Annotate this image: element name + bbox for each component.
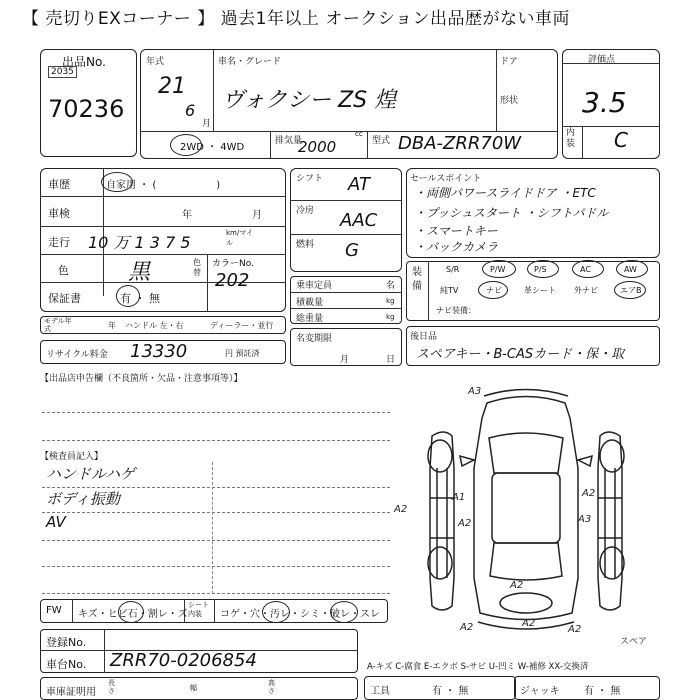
equipment-label: 装備	[412, 267, 422, 292]
equip-sr: S/R	[446, 265, 460, 274]
recycle-label: リサイクル料金	[46, 350, 108, 360]
equip-ac: AC	[580, 265, 591, 274]
cert-label: 車庫証明用	[46, 687, 96, 698]
equip-pw-mark	[482, 260, 516, 278]
name-change-month: 月	[340, 355, 350, 365]
legend: A-キズ C-腐食 E-エクボ S-サビ U-凹ミ W-補修 XX-交換済	[367, 662, 589, 672]
cert-length: 長さ	[108, 679, 115, 695]
inspection-month: 月	[252, 210, 262, 221]
color-change-label: 色替	[193, 258, 201, 277]
shift-label: シフト	[296, 174, 324, 184]
shift-value: AT	[348, 174, 370, 195]
fuel-value: G	[345, 240, 359, 261]
selling-point-2: ・スマートキー	[414, 224, 498, 238]
car-diagram	[392, 378, 660, 648]
cert-width: 幅	[190, 684, 197, 692]
model-row-dealer: ディーラー・並行	[210, 321, 274, 330]
recycle-value: 13330	[130, 341, 188, 362]
mileage-value: 10 万 1 3 7 5	[88, 233, 191, 252]
warranty-mark	[116, 285, 140, 307]
fw-label: FW	[46, 605, 62, 616]
drive-text: 2WD ・ 4WD	[180, 142, 245, 153]
model-code-value: DBA-ZRR70W	[398, 133, 522, 154]
name-change-label: 名変期限	[296, 334, 333, 344]
cert-height: 高さ	[268, 679, 275, 695]
drive-mark	[170, 134, 202, 156]
equip-leather: 革シート	[524, 286, 556, 295]
lot-label: 出品No.	[62, 55, 106, 69]
equip-pw: P/W	[490, 265, 506, 274]
selling-point-0: ・両側パワースライドドア ・ETC	[414, 186, 596, 200]
displacement-label: 排気量	[275, 136, 303, 146]
damage-mark: A2	[522, 618, 536, 629]
colorno-value: 202	[215, 270, 250, 291]
jack-label: ジャッキ	[520, 686, 560, 697]
interior-value: C	[614, 128, 628, 152]
chassis-value: ZRR70-0206854	[110, 650, 257, 671]
capacity-unit: 名	[386, 281, 396, 291]
banner: 【 売切りEXコーナー 】 過去1年以上 オークション出品歴がない車両	[22, 9, 570, 29]
name-label: 車名・グレード	[218, 57, 282, 67]
damage-mark: A2	[582, 488, 596, 499]
displacement-value: 2000	[298, 138, 337, 156]
month-value: 6	[185, 101, 196, 120]
model-row-label: モデル年式	[44, 317, 72, 333]
weight-label: 総重量	[296, 314, 324, 324]
seller-notes-label: 【出品店申告欄（不良箇所・欠品・注意事項等）】	[40, 374, 243, 384]
history-options: 自家用 ・ ( )	[106, 180, 221, 191]
history-label: 車歴	[48, 178, 70, 191]
seat-text: コゲ・穴・汚レ・シミ・破レ・スレ	[220, 609, 380, 620]
equip-aw-mark	[616, 260, 648, 278]
warranty-options: 有 ・ 無	[120, 292, 160, 305]
damage-mark: A2	[510, 580, 524, 591]
equip-airbag-mark	[614, 281, 646, 299]
name-value: ヴォクシー ZS 煌	[222, 88, 397, 113]
load-unit: kg	[386, 297, 395, 305]
inspector-label: 【検査員記入】	[40, 452, 104, 462]
ac-label: 冷房	[296, 206, 315, 216]
selling-points-label: セールスポイント	[410, 174, 482, 184]
lot-sub: 2035	[48, 66, 77, 78]
inspection-label: 車検	[48, 207, 70, 220]
damage-mark: A1	[452, 492, 466, 503]
inspector-note-0: ハンドルハゲ	[46, 465, 135, 483]
load-label: 積載量	[296, 298, 324, 308]
warranty-label: 保証書	[48, 292, 81, 305]
door-label: ドア	[500, 57, 518, 67]
color-value: 黒	[128, 260, 151, 285]
seat-mark-2	[330, 601, 358, 623]
mileage-label: 走行	[48, 236, 70, 249]
model-row-year: 年	[108, 321, 116, 330]
fw-text: キズ・ヒビ石・割レ・ズ	[78, 609, 188, 620]
seat-label: シート内装	[188, 601, 209, 618]
equip-extnavi: 外ナビ	[574, 286, 598, 295]
year-label: 年式	[146, 57, 165, 67]
damage-mark: A2	[394, 504, 408, 515]
ac-value: AAC	[340, 210, 378, 231]
damage-mark: A2	[568, 624, 582, 635]
interior-label: 内装	[566, 128, 576, 149]
capacity-label: 乗車定員	[296, 281, 333, 291]
history-mark	[101, 172, 133, 192]
model-row-handle: ハンドル 左・右	[125, 321, 184, 330]
color-label: 色	[58, 264, 69, 277]
fw-mark	[118, 601, 144, 623]
damage-mark: A3	[468, 386, 482, 397]
equip-ac-mark	[572, 260, 604, 278]
reg-label: 登録No.	[46, 636, 87, 649]
mileage-unit: km/マイル	[226, 229, 254, 247]
displacement-unit: cc	[355, 130, 363, 138]
inspector-note-1: ボディ振動	[46, 490, 120, 508]
month-unit: 月	[202, 119, 212, 129]
equip-ps: P/S	[534, 265, 547, 274]
equip-ps-mark	[527, 260, 559, 278]
after-label: 後日品	[410, 332, 438, 342]
equip-airbag: エアB	[620, 286, 642, 295]
lot-number: 70236	[48, 95, 125, 123]
fuel-label: 燃料	[296, 240, 315, 250]
tools-options: 有 ・ 無	[432, 686, 469, 697]
tools-label: 工具	[370, 686, 390, 697]
weight-unit: kg	[386, 313, 395, 321]
score-value: 3.5	[582, 86, 627, 119]
inspector-note-2: AV	[46, 513, 66, 531]
seat-mark-1	[262, 601, 290, 623]
selling-point-3: ・バックカメラ	[414, 240, 499, 254]
shape-label: 形状	[500, 96, 519, 106]
year-value: 21	[158, 74, 186, 99]
score-label: 評価点	[588, 55, 616, 65]
selling-point-1: ・プッシュスタート ・シフトパドル	[414, 206, 609, 220]
equip-navi-mark	[478, 281, 508, 299]
damage-mark: A2	[460, 622, 474, 633]
name-change-day: 日	[386, 355, 396, 365]
recycle-unit: 円 預託済	[225, 349, 260, 358]
spare-label: スペア	[620, 637, 648, 647]
equip-aw: AW	[624, 265, 637, 274]
colorno-label: カラーNo.	[212, 259, 254, 269]
inspection-year: 年	[182, 210, 192, 221]
equip-navi: ナビ	[486, 286, 502, 295]
navi-label: ナビ装備：	[436, 306, 476, 315]
chassis-label: 車台No.	[46, 658, 87, 671]
after-value: スペアキー・B-CASカード・保・取	[416, 347, 625, 362]
damage-mark: A2	[458, 518, 472, 529]
jack-options: 有 ・ 無	[584, 686, 621, 697]
damage-mark: A3	[578, 514, 592, 525]
model-code-label: 型式	[372, 136, 391, 146]
equip-tv: 純TV	[440, 286, 459, 295]
